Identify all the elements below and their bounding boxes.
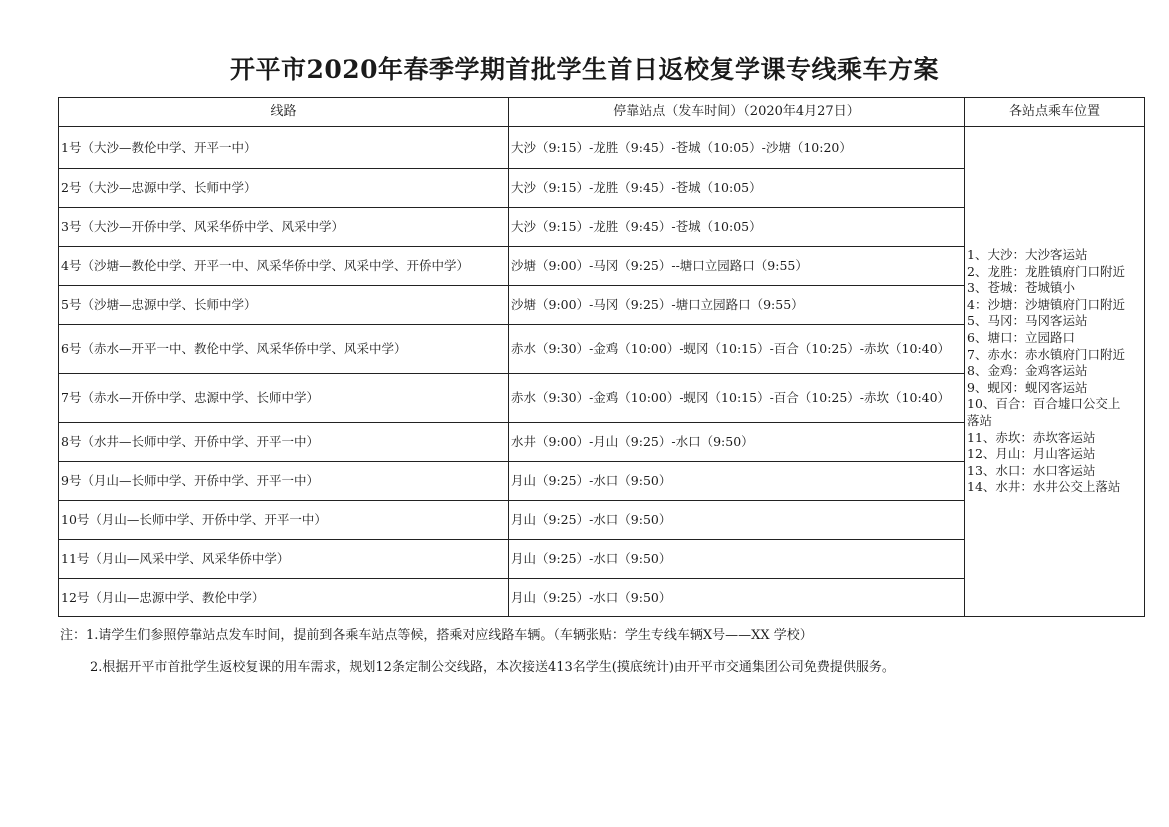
- stops-cell: 月山（9:25）-水口（9:50）: [509, 579, 965, 617]
- stops-cell: 水井（9:00）-月山（9:25）-水口（9:50）: [509, 423, 965, 462]
- position-item: 6、塘口：立园路口: [967, 330, 1075, 346]
- stops-cell: 月山（9:25）-水口（9:50）: [509, 501, 965, 540]
- note-2: 2.根据开平市首批学生返校复课的用车需求，规划12条定制公交线路，本次接送413名学生(摸底统计)由开平市交通集团公司免费提供服务。: [90, 660, 895, 675]
- position-item: 4：沙塘：沙塘镇府门口附近: [967, 296, 1125, 312]
- document-title: 开平市2020年春季学期首批学生首日返校复学课专线乘车方案: [229, 55, 940, 84]
- position-item: 13、水口：水口客运站: [967, 462, 1096, 478]
- route-cell: 5号（沙塘—忠源中学、长师中学）: [59, 286, 509, 325]
- route-cell: 1号（大沙—教伦中学、开平一中）: [59, 127, 509, 169]
- position-item: 10、百合：百合墟口公交上: [967, 396, 1121, 412]
- table-row: [59, 127, 1145, 169]
- stops-cell: 赤水（9:30）-金鸡（10:00）-蚬冈（10:15）-百合（10:25）-赤坎（10:40）: [509, 325, 965, 374]
- header-route: 线路: [59, 98, 509, 127]
- position-item: 9、蚬冈：蚬冈客运站: [967, 379, 1088, 395]
- stops-cell: 月山（9:25）-水口（9:50）: [509, 540, 965, 579]
- route-cell: 10号（月山—长师中学、开侨中学、开平一中）: [59, 501, 509, 540]
- route-cell: 9号（月山—长师中学、开侨中学、开平一中）: [59, 462, 509, 501]
- position-item: 7、赤水：赤水镇府门口附近: [967, 346, 1125, 362]
- route-cell: 3号（大沙—开侨中学、风采华侨中学、风采中学）: [59, 208, 509, 247]
- route-cell: 2号（大沙—忠源中学、长师中学）: [59, 169, 509, 208]
- route-cell: 7号（赤水—开侨中学、忠源中学、长师中学）: [59, 374, 509, 423]
- route-cell: 8号（水井—长师中学、开侨中学、开平一中）: [59, 423, 509, 462]
- route-cell: 4号（沙塘—教伦中学、开平一中、风采华侨中学、风采中学、开侨中学）: [59, 247, 509, 286]
- position-item: 1、大沙：大沙客运站: [967, 247, 1088, 263]
- stops-cell: 大沙（9:15）-龙胜（9:45）-苍城（10:05）-沙塘（10:20）: [509, 127, 965, 169]
- position-item: 2、龙胜：龙胜镇府门口附近: [967, 263, 1125, 279]
- stops-cell: 沙塘（9:00）-马冈（9:25）-塘口立园路口（9:55）: [509, 286, 965, 325]
- header-positions: 各站点乘车位置: [965, 98, 1145, 127]
- note-1: 注：1.请学生们参照停靠站点发车时间，提前到各乘车站点等候，搭乘对应线路车辆。（车辆张贴：学生专线车辆X号——XX 学校）: [60, 628, 813, 643]
- table-header-row: [59, 98, 1145, 127]
- route-cell: 12号（月山—忠源中学、教伦中学）: [59, 579, 509, 617]
- bus-route-table: [58, 97, 1145, 617]
- header-stops: 停靠站点（发车时间）（2020年4月27日）: [509, 98, 965, 127]
- position-item: 落站: [967, 412, 993, 428]
- stops-cell: 大沙（9:15）-龙胜（9:45）-苍城（10:05）: [509, 208, 965, 247]
- position-item: 8、金鸡：金鸡客运站: [967, 363, 1088, 379]
- boarding-positions-cell: [965, 127, 1145, 617]
- stops-cell: 月山（9:25）-水口（9:50）: [509, 462, 965, 501]
- route-cell: 6号（赤水—开平一中、教伦中学、风采华侨中学、风采中学）: [59, 325, 509, 374]
- position-item: 3、苍城：苍城镇小: [967, 280, 1075, 296]
- route-cell: 11号（月山—风采中学、风采华侨中学）: [59, 540, 509, 579]
- stops-cell: 大沙（9:15）-龙胜（9:45）-苍城（10:05）: [509, 169, 965, 208]
- position-item: 11、赤坎：赤坎客运站: [967, 429, 1096, 445]
- position-item: 12、月山：月山客运站: [967, 446, 1096, 462]
- notes-section: [60, 626, 1140, 678]
- stops-cell: 沙塘（9:00）-马冈（9:25）--塘口立园路口（9:55）: [509, 247, 965, 286]
- stops-cell: 赤水（9:30）-金鸡（10:00）-蚬冈（10:15）-百合（10:25）-赤坎（10:40）: [509, 374, 965, 423]
- position-item: 5、马冈：马冈客运站: [967, 313, 1088, 329]
- position-item: 14、水井：水井公交上落站: [967, 479, 1121, 495]
